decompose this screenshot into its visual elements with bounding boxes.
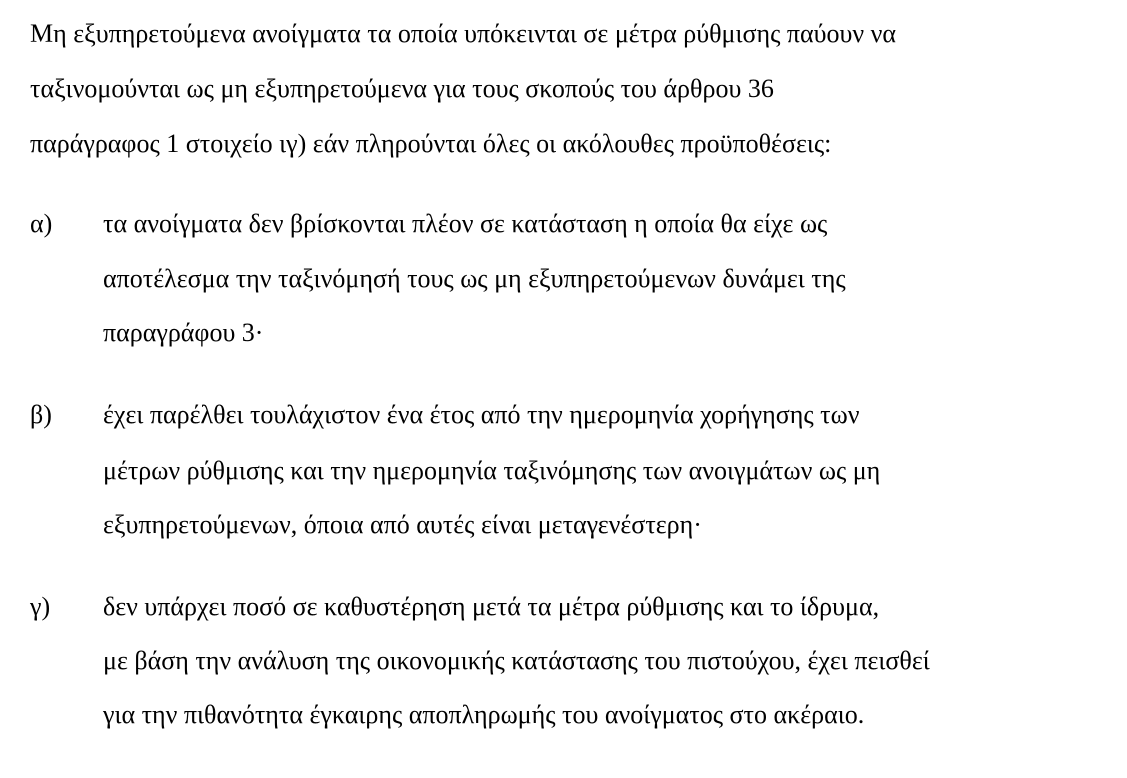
item-c-line-3: για την πιθανότητα έγκαιρης αποπληρωμής του ανοίγματος στο ακέραιο. [103,700,865,729]
intro-line-3: παράγραφος 1 στοιχείο ιγ) εάν πληρούνται όλες οι ακόλουθες προϋποθέσεις: [30,129,832,158]
item-a-line-1: τα ανοίγματα δεν βρίσκονται πλέον σε κατάσταση η οποία θα είχε ως [103,209,828,238]
item-b-line-3: εξυπηρετούμενων, όποια από αυτές είναι μεταγενέστερη· [103,510,702,539]
item-c-marker: γ) [30,592,51,621]
item-b-marker: β) [30,400,52,429]
intro-line-1: Μη εξυπηρετούμενα ανοίγματα τα οποία υπόκεινται σε μέτρα ρύθμισης παύουν να [30,19,897,48]
item-a-line-3: παραγράφου 3· [103,318,264,347]
item-a-line-2: αποτέλεσμα την ταξινόμησή τους ως μη εξυπηρετούμενων δυνάμει της [103,264,846,293]
item-b-line-2: μέτρων ρύθμισης και την ημερομηνία ταξινόμησης των ανοιγμάτων ως μη [103,456,881,485]
item-b-line-1: έχει παρέλθει τουλάχιστον ένα έτος από την ημερομηνία χορήγησης των [103,400,860,429]
item-a-marker: α) [30,209,53,238]
item-c-line-1: δεν υπάρχει ποσό σε καθυστέρηση μετά τα μέτρα ρύθμισης και το ίδρυμα, [103,592,880,621]
item-c-line-2: με βάση την ανάλυση της οικονομικής κατάστασης του πιστούχου, έχει πεισθεί [103,646,930,675]
intro-line-2: ταξινομούνται ως μη εξυπηρετούμενα για τους σκοπούς του άρθρου 36 [30,74,774,103]
